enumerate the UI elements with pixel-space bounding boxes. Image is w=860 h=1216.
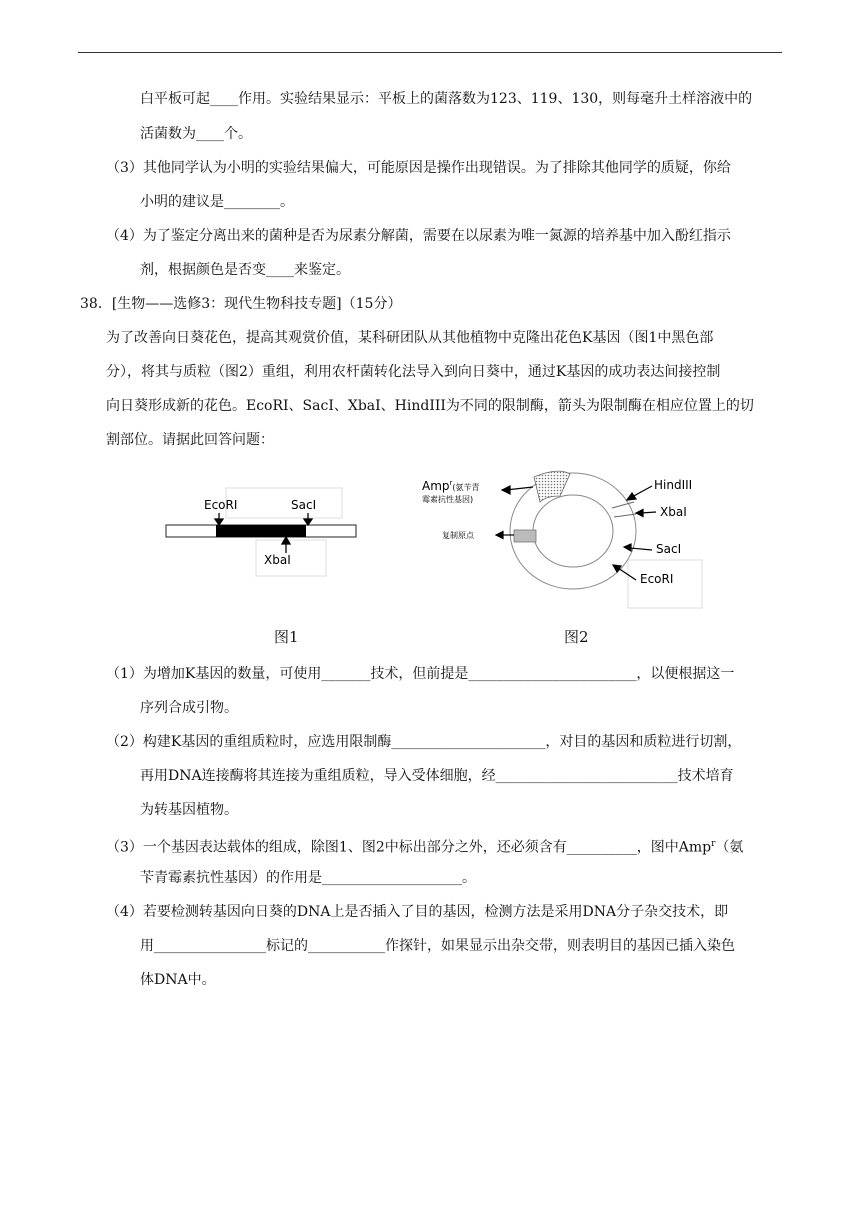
figure-1-diagram [160, 478, 365, 583]
question-line: （2）构建K基因的重组质粒时，应选用限制酶______________________，对目的基因和质粒进行切割， [106, 734, 742, 750]
xbai-label: XbaI [660, 505, 687, 519]
text-line: 剂，根据颜色是否变____来鉴定。 [140, 262, 350, 278]
arrow-icon [215, 513, 223, 525]
question-line: 苄青霉素抗性基因）的作用是____________________。 [140, 870, 476, 886]
arrow-icon [304, 513, 312, 525]
arrow-icon [282, 537, 290, 553]
question-line: （3）一个基因表达载体的组成，除图1、图2中标出部分之外，还必须含有__________，图中Amp$^r$（氨 [106, 839, 744, 856]
ecori-label: EcoRI [640, 572, 674, 586]
figure-2-caption: 图2 [564, 628, 589, 646]
hindiii-label: HindIII [654, 478, 693, 492]
intro-line: 为了改善向日葵花色，提高其观赏价值，某科研团队从其他植物中克隆出花色K基因（图1中黑色部 [106, 330, 714, 346]
question-line: 序列合成引物。 [140, 700, 238, 716]
question-header: 38．[生物——选修3：现代生物科技专题]（15分） [80, 296, 402, 312]
ecori-label: EcoRI [204, 498, 238, 512]
text-line: （3）其他同学认为小明的实验结果偏大，可能原因是操作出现错误。为了排除其他同学的质疑，你给 [106, 160, 731, 176]
arrow-icon [624, 544, 652, 551]
text-line: 小明的建议是________。 [140, 194, 294, 210]
header-rule [78, 52, 782, 53]
intro-line: 向日葵形成新的花色。EcoRI、SacI、XbaI、HindIII为不同的限制酶，箭头为限制酶在相应位置上的切 [106, 398, 754, 414]
figure-1-caption: 图1 [274, 628, 299, 646]
arrow-icon [636, 510, 656, 517]
saci-label: SacI [656, 542, 682, 556]
intro-line: 分），将其与质粒（图2）重组，利用农杆菌转化法导入到向日葵中，通过K基因的成功表达间接控制 [106, 364, 721, 380]
amp-label: Amp$^r_{(氨苄青}$ [422, 479, 480, 493]
text-line: （4）为了鉴定分离出来的菌种是否为尿素分解菌，需要在以尿素为唯一氮源的培养基中加入酚红指示 [106, 228, 731, 244]
question-line: 体DNA中。 [140, 972, 216, 988]
text-line: 活菌数为____个。 [140, 126, 252, 142]
question-line: 再用DNA连接酶将其连接为重组质粒，导入受体细胞，经__________________________技术培育 [140, 768, 734, 784]
arrow-icon [627, 486, 652, 500]
question-line: （1）为增加K基因的数量，可使用_______技术，但前提是________________________，以便根据这一 [106, 666, 735, 682]
figure-2-plasmid [418, 462, 708, 612]
xbai-label: XbaI [264, 553, 291, 567]
question-line: 用________________标记的___________作探针，如果显示出杂交带，则表明目的基因已插入染色 [140, 938, 735, 954]
ori-label: 复制原点 [442, 531, 474, 540]
amp-desc-label: 霉素抗性基因) [422, 495, 474, 504]
intro-line: 割部位。请据此回答问题： [106, 432, 274, 448]
question-line: 为转基因植物。 [140, 802, 238, 818]
k-gene-segment [216, 525, 306, 537]
saci-label: SacI [291, 498, 317, 512]
question-line: （4）若要检测转基因向日葵的DNA上是否插入了目的基因，检测方法是采用DNA分子杂交技术，即 [106, 904, 729, 920]
label-frame [226, 488, 342, 518]
text-line: 白平板可起____作用。实验结果显示：平板上的菌落数为123、119、130，则每毫升土样溶液中的 [140, 91, 753, 107]
ori-segment [514, 530, 536, 542]
